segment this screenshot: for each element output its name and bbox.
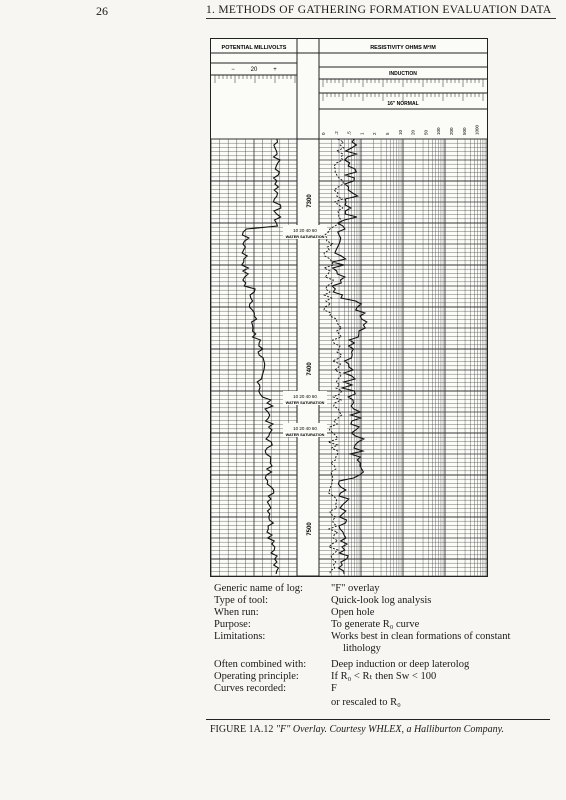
sp-title: POTENTIAL MILLIVOLTS [221,45,287,51]
figure-caption-text: "F" Overlay. Courtesy WHLEX, a Halliburton Company. [275,724,504,735]
normal-tick-label: 200 [449,127,454,135]
table-row-label: Generic name of log: [214,583,303,594]
normal-label: 16" NORMAL [387,101,419,107]
table-row-value: Open hole [331,607,375,618]
page-number: 26 [96,4,108,18]
induction-label: INDUCTION [389,71,417,77]
log-header [211,39,487,139]
svg-text:10 20 40 60: 10 20 40 60 [293,426,317,431]
table-row-value: Quick-look log analysis [331,595,432,606]
normal-tick-label: 50 [423,129,429,135]
normal-tick-label: 500 [461,127,467,135]
normal-tick-label: 20 [410,129,416,135]
normal-tick-label: 1 [359,132,365,135]
table-row-value: F [331,683,337,694]
header-rule [206,18,556,19]
table-row-value: To generate R₀ curve [331,619,420,630]
svg-text:10 20 40 60: 10 20 40 60 [293,228,317,233]
normal-tick-label: .2 [333,131,339,135]
overlay-scale-bot [283,423,327,437]
figure-caption [210,724,504,735]
table-row-value: Deep induction or deep laterolog [331,659,470,670]
normal-tick-label: 10 [397,129,403,135]
normal-tick-label: 0 [321,132,326,135]
well-log-chart [211,39,487,576]
normal-tick-label: 1000 [474,124,480,135]
normal-scale-tick-labels [321,124,480,135]
normal-tick-label: .5 [346,131,352,135]
sp-scale-value: 20 [250,67,258,73]
table-row-label: Purpose: [214,619,251,630]
overlay-scale-top [283,225,327,239]
water-saturation-label-1: WATER SATURATION [285,235,325,239]
table-row-label: When run: [214,607,259,618]
log-grid [211,139,487,576]
table-row-value: lithology [343,643,381,654]
table-row-label: Limitations: [214,631,266,642]
depth-label-7500: 7500 [307,522,313,536]
sp-scale-plus: + [273,67,277,73]
normal-tick-label: 5 [385,132,390,135]
normal-tick-label: 100 [436,127,442,135]
normal-tick-label: 2 [372,132,378,135]
running-head: 1. METHODS OF GATHERING FORMATION EVALUATION DATA [206,4,552,16]
table-row-value: or rescaled to R₀ [331,697,401,708]
well-log-figure [210,38,488,577]
overlay-scale-mid [283,391,327,405]
sp-scale-minus: − [231,67,235,73]
caption-rule [206,719,550,720]
table-row-value: "F" overlay [331,583,380,594]
table-row-value: If R₀ < Rₜ then Sw < 100 [331,671,437,682]
svg-text:10 20 40 60: 10 20 40 60 [293,394,317,399]
figure-label: FIGURE 1A.12 [210,724,274,735]
depth-label-7400: 7400 [307,362,313,376]
depth-label-7300: 7300 [307,194,313,208]
water-saturation-label-2: WATER SATURATION [285,401,325,405]
resistivity-title: RESISTIVITY OHMS M²/M [370,45,436,51]
water-saturation-label-3: WATER SATURATION [285,433,325,437]
table-row-label: Type of tool: [214,595,269,606]
table-row-label: Often combined with: [214,659,307,670]
table-row-label: Curves recorded: [214,683,287,694]
table-row-label: Operating principle: [214,671,299,682]
table-row-value: Works best in clean formations of constant [331,631,511,642]
